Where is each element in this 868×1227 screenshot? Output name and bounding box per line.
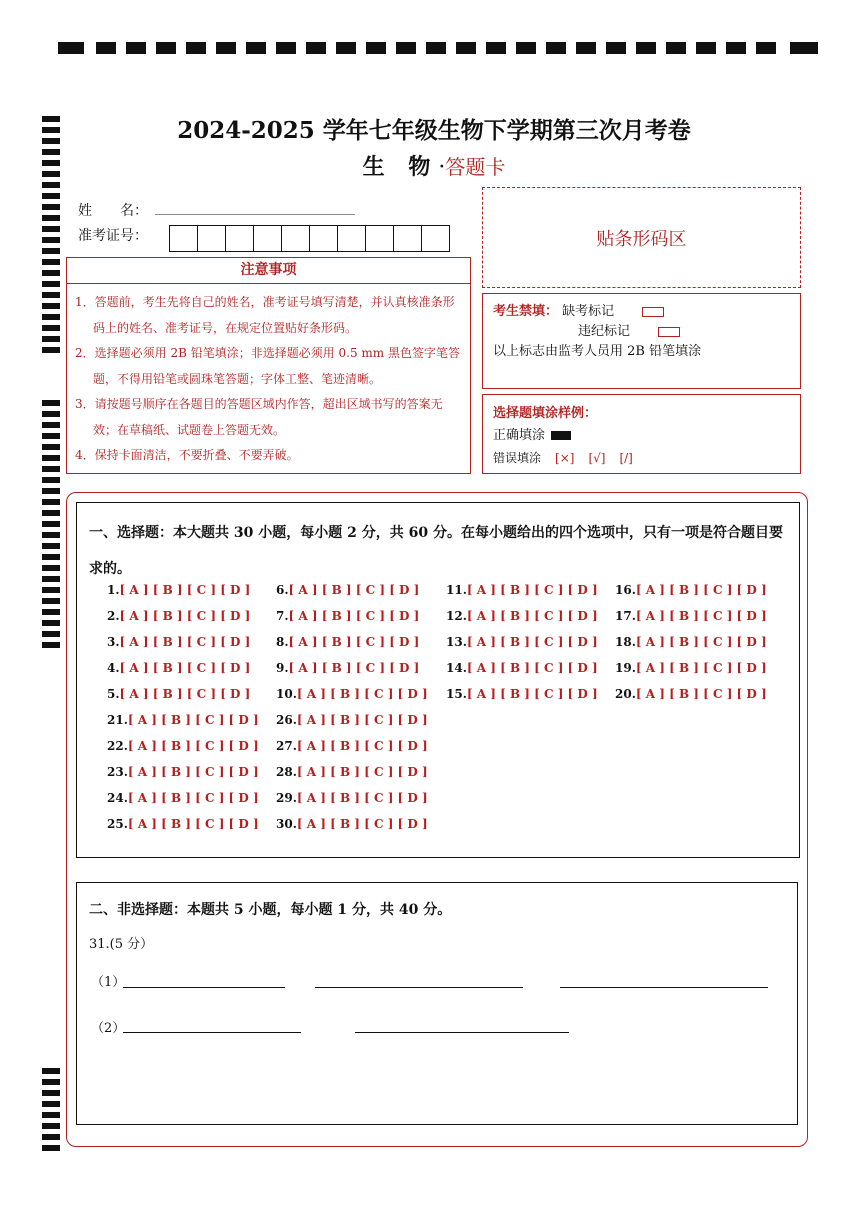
answer-options[interactable]: [ A ] [ B ] [ C ] [ D ]: [635, 609, 767, 623]
question-number: 4.: [107, 661, 120, 675]
wrong-mark-check: [√]: [588, 451, 606, 465]
question-number: 15.: [446, 687, 467, 701]
answer-options[interactable]: [ A ] [ B ] [ C ] [ D ]: [466, 661, 598, 675]
question-number: 28.: [276, 765, 297, 779]
answer-options[interactable]: [ A ] [ B ] [ C ] [ D ]: [119, 661, 251, 675]
correct-fill-example: [551, 431, 571, 440]
ban-label: 考生禁填：: [493, 304, 559, 319]
section-open: [76, 882, 798, 1125]
answer-blank[interactable]: [355, 1032, 569, 1033]
exam-id-boxes[interactable]: [170, 225, 450, 252]
answer-options[interactable]: [ A ] [ B ] [ C ] [ D ]: [296, 791, 428, 805]
answer-options[interactable]: [ A ] [ B ] [ C ] [ D ]: [288, 635, 420, 649]
left-alignment-marks-middle: [42, 400, 60, 653]
answer-options[interactable]: [ A ] [ B ] [ C ] [ D ]: [288, 583, 420, 597]
choice-question-28: [276, 765, 428, 779]
notice-item: 4．保持卡面清洁，不要折叠、不要弄破。: [75, 448, 299, 462]
name-label: 姓 名：: [78, 203, 148, 219]
question-number: 27.: [276, 739, 297, 753]
id-box[interactable]: [309, 225, 338, 252]
choice-question-13: [446, 635, 598, 649]
choice-question-12: [446, 609, 598, 623]
answer-options[interactable]: [ A ] [ B ] [ C ] [ D ]: [635, 687, 767, 701]
violation-label: 违纪标记: [578, 324, 631, 339]
answer-options[interactable]: [ A ] [ B ] [ C ] [ D ]: [296, 713, 428, 727]
question-number: 16.: [615, 583, 636, 597]
answer-options[interactable]: [ A ] [ B ] [ C ] [ D ]: [127, 765, 259, 779]
question-number: 23.: [107, 765, 128, 779]
id-box[interactable]: [337, 225, 366, 252]
choice-question-6: [276, 583, 419, 597]
choice-question-2: [107, 609, 250, 623]
ban-note: 以上标志由监考人员用 2B 铅笔填涂: [493, 344, 702, 359]
question-31-label: 31.(5 分）: [89, 937, 154, 952]
choice-question-27: [276, 739, 428, 753]
answer-blank[interactable]: [123, 1032, 301, 1033]
id-box[interactable]: [421, 225, 450, 252]
answer-blank[interactable]: [123, 987, 285, 988]
question-number: 29.: [276, 791, 297, 805]
id-box[interactable]: [225, 225, 254, 252]
answer-options[interactable]: [ A ] [ B ] [ C ] [ D ]: [466, 609, 598, 623]
choice-question-24: [107, 791, 259, 805]
choice-question-10: [276, 687, 428, 701]
question-number: 3.: [107, 635, 120, 649]
question-number: 1.: [107, 583, 120, 597]
choice-question-18: [615, 635, 767, 649]
wrong-fill-label: 错误填涂: [493, 451, 542, 465]
choice-question-29: [276, 791, 428, 805]
question-number: 17.: [615, 609, 636, 623]
choice-question-1: [107, 583, 250, 597]
section-choice: [76, 502, 800, 858]
subtitle-dot: ·: [438, 155, 446, 180]
name-field[interactable]: [155, 214, 355, 215]
barcode-label: 贴条形码区: [596, 228, 687, 250]
question-number: 25.: [107, 817, 128, 831]
choice-question-16: [615, 583, 767, 597]
question-number: 30.: [276, 817, 297, 831]
choice-question-17: [615, 609, 767, 623]
question-number: 19.: [615, 661, 636, 675]
sub-question-1-label: （1）: [91, 975, 126, 990]
choice-question-15: [446, 687, 598, 701]
section-open-heading: 二、非选择题：本题共 5 小题，每小题 1 分，共 40 分。: [89, 902, 452, 918]
answer-options[interactable]: [ A ] [ B ] [ C ] [ D ]: [119, 583, 251, 597]
choice-question-5: [107, 687, 250, 701]
question-number: 2.: [107, 609, 120, 623]
notice-heading: 注意事项: [66, 257, 471, 284]
notice-item: 3．请按题号顺序在各题目的答题区域内作答，超出区域书写的答案无效；在草稿纸、试题卷上答题无效。: [75, 397, 443, 437]
answer-options[interactable]: [ A ] [ B ] [ C ] [ D ]: [119, 609, 251, 623]
question-number: 9.: [276, 661, 289, 675]
answer-options[interactable]: [ A ] [ B ] [ C ] [ D ]: [296, 765, 428, 779]
answer-options[interactable]: [ A ] [ B ] [ C ] [ D ]: [119, 635, 251, 649]
answer-blank[interactable]: [315, 987, 523, 988]
wrong-mark-cross: [×]: [555, 451, 575, 465]
question-number: 11.: [446, 583, 467, 597]
id-box[interactable]: [253, 225, 282, 252]
answer-options[interactable]: [ A ] [ B ] [ C ] [ D ]: [635, 635, 767, 649]
choice-question-7: [276, 609, 419, 623]
question-number: 10.: [276, 687, 297, 701]
choice-question-9: [276, 661, 419, 675]
page-title: 2024-2025 学年七年级生物下学期第三次月考卷: [177, 117, 691, 144]
question-number: 22.: [107, 739, 128, 753]
question-number: 13.: [446, 635, 467, 649]
subtitle: [0, 150, 868, 181]
question-number: 12.: [446, 609, 467, 623]
answer-options[interactable]: [ A ] [ B ] [ C ] [ D ]: [466, 635, 598, 649]
question-number: 6.: [276, 583, 289, 597]
section-choice-heading: 一、选择题：本大题共 30 小题，每小题 2 分，共 60 分。在每小题给出的四个选项中，只有一项是符合题目要求的。: [89, 525, 783, 577]
choice-question-3: [107, 635, 250, 649]
id-box[interactable]: [169, 225, 198, 252]
question-number: 18.: [615, 635, 636, 649]
subject-name: 生 物: [362, 154, 439, 180]
exam-id-label: 准考证号：: [78, 228, 148, 244]
notice-item: 2．选择题必须用 2B 铅笔填涂；非选择题必须用 0.5 mm 黑色签字笔答题，不得用铅笔或圆珠笔答题；字体工整、笔迹清晰。: [75, 346, 461, 386]
choice-question-21: [107, 713, 259, 727]
ban-box: [482, 293, 801, 389]
question-number: 8.: [276, 635, 289, 649]
answer-options[interactable]: [ A ] [ B ] [ C ] [ D ]: [296, 739, 428, 753]
question-number: 21.: [107, 713, 128, 727]
answer-options[interactable]: [ A ] [ B ] [ C ] [ D ]: [635, 661, 767, 675]
choice-question-19: [615, 661, 767, 675]
fill-sample-box: [482, 394, 801, 474]
id-box[interactable]: [197, 225, 226, 252]
choice-question-22: [107, 739, 259, 753]
notice-item: 1．答题前，考生先将自己的姓名，准考证号填写清楚，并认真核准条形码上的姓名、准考证号，在规定位置贴好条形码。: [75, 295, 455, 335]
answer-options[interactable]: [ A ] [ B ] [ C ] [ D ]: [288, 661, 420, 675]
answer-options[interactable]: [ A ] [ B ] [ C ] [ D ]: [296, 687, 428, 701]
answer-options[interactable]: [ A ] [ B ] [ C ] [ D ]: [296, 817, 428, 831]
question-number: 14.: [446, 661, 467, 675]
id-box[interactable]: [281, 225, 310, 252]
choice-question-25: [107, 817, 259, 831]
choice-question-8: [276, 635, 419, 649]
answer-options[interactable]: [ A ] [ B ] [ C ] [ D ]: [466, 583, 598, 597]
barcode-area: [482, 187, 801, 288]
card-label: 答题卡: [445, 155, 506, 179]
answer-options[interactable]: [ A ] [ B ] [ C ] [ D ]: [635, 583, 767, 597]
answer-options[interactable]: [ A ] [ B ] [ C ] [ D ]: [119, 687, 251, 701]
notice-body: [66, 283, 471, 474]
choice-question-11: [446, 583, 598, 597]
violation-mark[interactable]: [658, 327, 680, 337]
answer-options[interactable]: [ A ] [ B ] [ C ] [ D ]: [288, 609, 420, 623]
choice-question-23: [107, 765, 259, 779]
question-number: 20.: [615, 687, 636, 701]
left-alignment-marks-bottom: [42, 1068, 60, 1156]
question-number: 26.: [276, 713, 297, 727]
answer-options[interactable]: [ A ] [ B ] [ C ] [ D ]: [127, 817, 259, 831]
answer-options[interactable]: [ A ] [ B ] [ C ] [ D ]: [127, 713, 259, 727]
absent-label: 缺考标记: [562, 304, 615, 319]
answer-options[interactable]: [ A ] [ B ] [ C ] [ D ]: [127, 739, 259, 753]
sub-question-2-label: （2）: [91, 1021, 126, 1036]
question-number: 24.: [107, 791, 128, 805]
top-alignment-marks: [58, 42, 818, 56]
question-number: 5.: [107, 687, 120, 701]
question-number: 7.: [276, 609, 289, 623]
id-box[interactable]: [365, 225, 394, 252]
answer-options[interactable]: [ A ] [ B ] [ C ] [ D ]: [466, 687, 598, 701]
correct-fill-label: 正确填涂: [493, 428, 546, 443]
choice-question-4: [107, 661, 250, 675]
id-box[interactable]: [393, 225, 422, 252]
answer-blank[interactable]: [560, 987, 768, 988]
sample-label: 选择题填涂样例：: [493, 406, 598, 421]
choice-question-30: [276, 817, 428, 831]
absent-mark[interactable]: [642, 307, 664, 317]
choice-question-26: [276, 713, 428, 727]
answer-options[interactable]: [ A ] [ B ] [ C ] [ D ]: [127, 791, 259, 805]
choice-question-20: [615, 687, 767, 701]
wrong-mark-slash: [/]: [619, 451, 633, 465]
choice-question-14: [446, 661, 598, 675]
